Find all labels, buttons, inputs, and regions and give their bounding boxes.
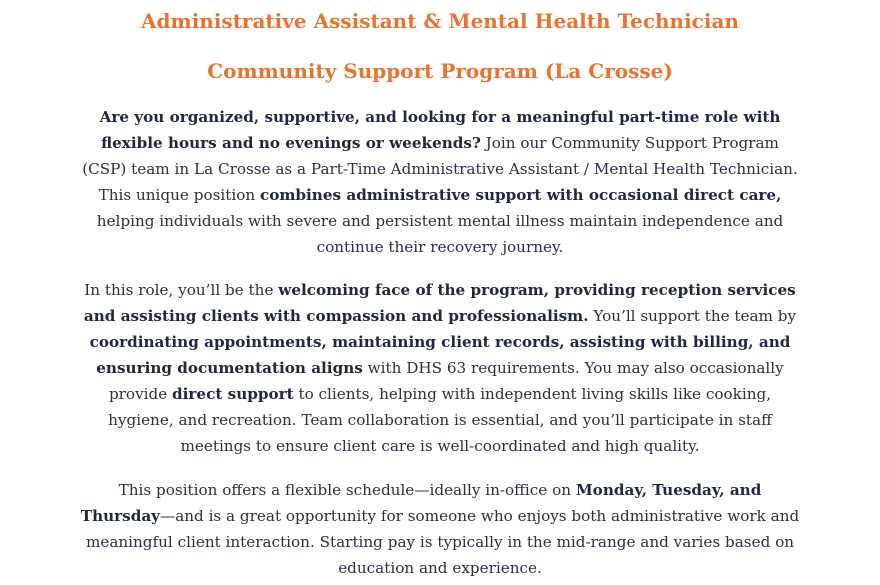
- role-paragraph: [78, 277, 802, 459]
- schedule-text-1: This position offers a flexible schedule—ideally in-office on: [118, 481, 576, 499]
- schedule-days-bold: Monday, Tuesday, and Thursday: [80, 481, 762, 525]
- schedule-text-2: —and is a great opportunity for someone who enjoys both administrative work and meaningful client interaction. Starting pay is typically in the mid-range and varies based on education and experience.: [85, 507, 800, 577]
- intro-text-2: helping individuals with severe and persistent mental illness maintain independence and continue their recovery journey.: [96, 212, 784, 256]
- role-highlight-1: welcoming face of the program, providing reception services and assisting clients with compassion and professionalism.: [83, 281, 796, 325]
- intro-paragraph: [78, 104, 802, 260]
- role-highlight-3: direct support: [172, 385, 294, 403]
- role-text-2: You’ll support the team by: [588, 307, 797, 325]
- intro-lead-bold: Are you organized, supportive, and looking for a meaningful part-time role with flexible hours and no evenings or weekends?: [99, 108, 781, 152]
- intro-highlight-bold: combines administrative support with occasional direct care,: [259, 186, 782, 204]
- intro-text-1: Join our Community Support Program (CSP) team in La Crosse as a Part-Time Administrative Assistant / Mental Health Technician. This unique position: [82, 134, 798, 204]
- program-subtitle: Community Support Program (La Crosse): [207, 59, 673, 83]
- job-title: Administrative Assistant & Mental Health Technician: [141, 9, 739, 33]
- role-highlight-2: coordinating appointments, maintaining client records, assisting with billing, and ensuring documentation aligns: [89, 333, 791, 377]
- role-text-3: with DHS 63 requirements. You may also occasionally provide: [108, 359, 784, 403]
- schedule-paragraph: [78, 477, 802, 581]
- role-text-4: to clients, helping with independent living skills like cooking, hygiene, and recreation. Team collaboration is essential, and you’ll participate in staff meetings to ensure client care is well-coordinated and high quality.: [108, 385, 772, 455]
- role-text-1: In this role, you’ll be the: [84, 281, 279, 299]
